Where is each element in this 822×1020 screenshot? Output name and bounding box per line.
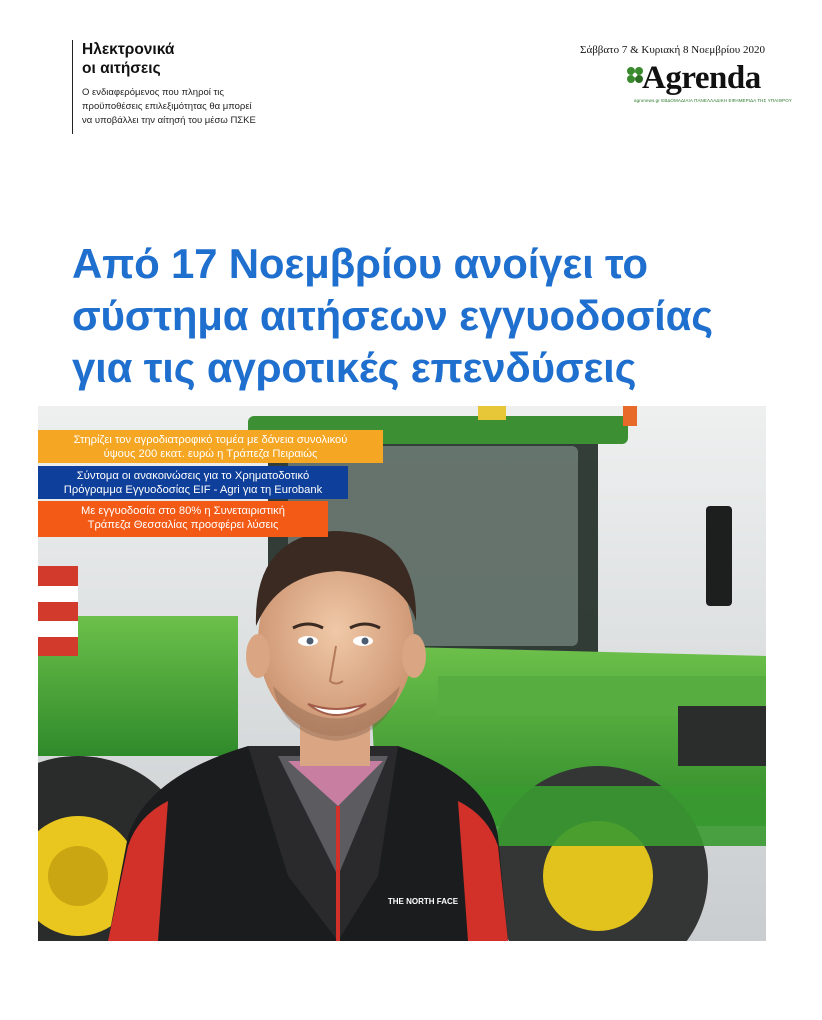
banner-eurobank	[38, 466, 348, 499]
banner-thessaly	[38, 501, 328, 537]
banner-1-line-1: Στηρίζει τον αγροδιατροφικό τομέα με δάνεια συνολικού	[73, 434, 348, 446]
headline-line-1: Από 17 Νοεμβρίου ανοίγει το	[72, 240, 648, 287]
logo-tagline: agronews.gr ΕΒΔΟΜΑΔΙΑΙΑ ΠΑΝΕΛΛΑΔΙΚΗ ΕΦΗΜΕΡΙΔΑ ΤΗΣ ΥΠΑΙΘΡΟΥ	[634, 98, 792, 103]
banner-piraeus	[38, 430, 383, 463]
banner-2-line-2: Πρόγραμμα Εγγυοδοσίας EIF - Agri για τη Eurobank	[63, 484, 323, 496]
sidebar-summary	[72, 40, 272, 134]
banner-1-line-2: ύψους 200 εκατ. ευρώ η Τράπεζα Πειραιώς	[103, 448, 318, 460]
jacket-logo-text: THE NORTH FACE	[387, 897, 459, 906]
banner-3-line-2: Τράπεζα Θεσσαλίας προσφέρει λύσεις	[87, 519, 279, 531]
main-headline	[72, 238, 772, 394]
banner-2-line-1: Σύντομα οι ανακοινώσεις για το Χρηματοδοτικό	[76, 470, 310, 482]
sidebar-title	[82, 40, 272, 78]
sidebar-title-line-1: Ηλεκτρονικά	[82, 41, 175, 58]
headline-line-2: σύστημα αιτήσεων εγγυοδοσίας	[72, 292, 713, 339]
issue-date: Σάββατο 7 & Κυριακή 8 Νοεμβρίου 2020	[580, 44, 765, 56]
logo-wordmark: Agrenda	[642, 60, 761, 96]
sidebar-description: Ο ενδιαφερόμενος που πληροί τις προϋποθέσεις επιλεξιμότητας θα μπορεί να υποβάλλει την αίτησή του μέσω ΠΣΚΕ	[82, 87, 256, 126]
headline-line-3: για τις αγροτικές επενδύσεις	[72, 344, 637, 391]
agrenda-logo[interactable]	[626, 60, 792, 106]
sidebar-title-line-2: οι αιτήσεις	[82, 60, 161, 77]
banner-3-line-1: Με εγγυοδοσία στο 80% η Συνεταιριστική	[81, 505, 285, 517]
